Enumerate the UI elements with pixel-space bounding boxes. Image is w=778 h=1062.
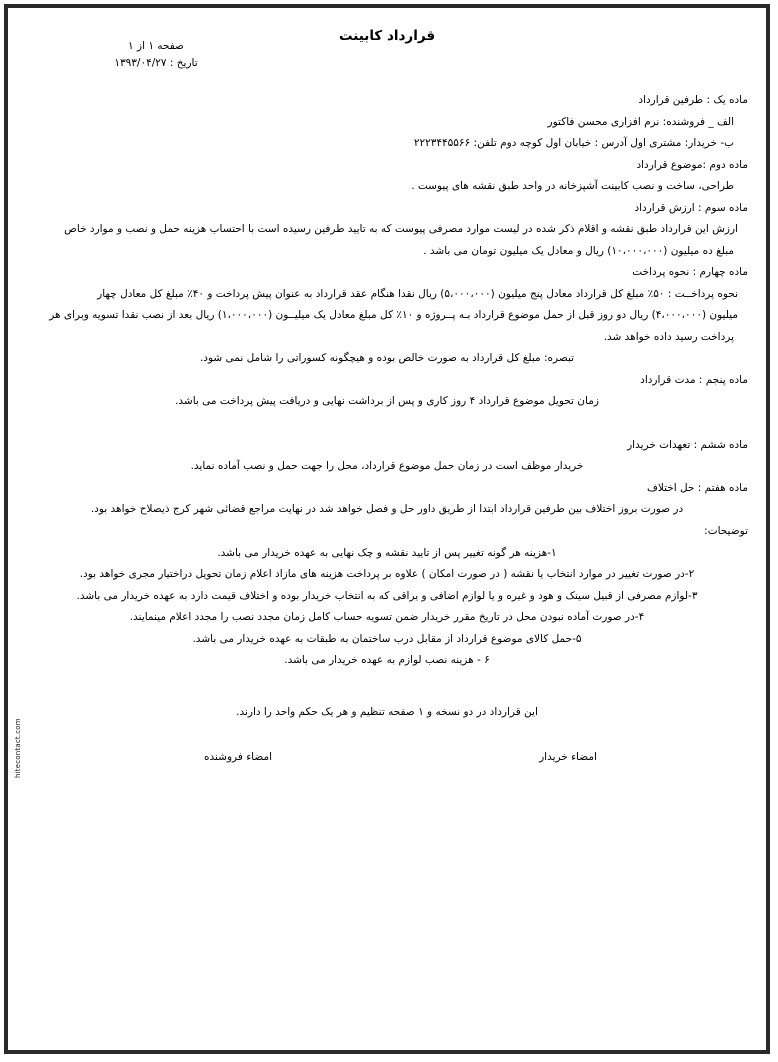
article-five-heading: ماده پنجم : مدت قرارداد [640,373,748,386]
article-two-body: طراحی، ساخت و نصب کابینت آشپزخانه در واحد طبق نقشه های پیوست . [411,180,734,193]
article-one-seller: الف _ فروشنده: نرم افزاری محسن فاکتور [547,115,734,128]
article-seven-heading: ماده هفتم : حل اختلاف [646,481,748,494]
signature-row [26,749,748,765]
seller-signature-label: امضاء فروشنده [204,751,272,764]
article-six-heading: ماده ششم : تعهدات خریدار [627,438,748,451]
document-date-label: تاریخ : ۱۳۹۳/۰۴/۲۷ [114,57,198,70]
document-body [26,90,748,765]
page-title: قرارداد کابینت [338,28,436,44]
article-one-heading: ماده یک : طرفین قرارداد [638,94,748,107]
list-item: ۵-حمل کالای موضوع قرارداد از مقابل درب ساختمان به طبقات به عهده خریدار می باشد. [192,632,582,645]
document-page-frame [4,4,770,1054]
article-three-body-1: ارزش این قرارداد طبق نقشه و اقلام ذکر شده در لیست موارد مصرفی پیوست که به تایید طرفین رسیده است با احتساب هزینه حمل و نصب و موارد خاص [64,223,738,236]
article-four-heading: ماده چهارم : نحوه پرداخت [632,266,748,279]
article-three-body-2: مبلغ ده میلیون (۱۰،۰۰۰،۰۰۰) ریال و معادل یک میلیون تومان می باشد . [423,244,734,257]
document-meta [66,38,246,73]
article-four-body-3: پرداخت رسید داده خواهد شد. [603,330,734,343]
list-item: ۳-لوازم مصرفی از قبیل سینک و هود و غیره و یا لوازم اضافی و یراقی که به انتخاب خریدار بوده و اختلاف قیمت دارد به عهده خریدار می باشد. [76,589,698,602]
notes-list [26,543,748,672]
article-four-body-1: نحوه پرداخــت : ۵۰٪ مبلغ کل قرارداد معادل پنج میلیون (۵،۰۰۰،۰۰۰) ریال نقدا هنگام عقد قرارداد به عنوان پیش پرداخت و ۴۰٪ مبلغ کل معادل چهار [97,287,738,300]
article-six-body: خریدار موظف است در زمان حمل موضوع قرارداد، محل را جهت حمل و نصب آماده نماید. [190,460,584,473]
article-two-heading: ماده دوم :موضوع قرارداد [636,158,748,171]
document-page [8,8,766,1050]
article-four-note: تبصره: مبلغ کل قرارداد به صورت خالص بوده و هیچگونه کسوراتی را شامل نمی شود. [199,352,575,365]
list-item: ۱-هزینه هر گونه تغییر پس از تایید نقشه و چک نهایی به عهده خریدار می باشد. [217,546,557,559]
article-five-body: زمان تحویل موضوع قرارداد ۴ روز کاری و پس از برداشت نهایی و دریافت پیش پرداخت می باشد. [175,395,599,408]
buyer-signature-label: امضاء خریدار [539,751,597,764]
list-item: ۲-در صورت تغییر در موارد انتخاب یا نقشه ( در صورت امکان ) علاوه بر پرداخت هزینه های مازاد اعلام زمان تحویل دراختیار مجری خواهد بود. [79,568,695,581]
article-three-heading: ماده سوم : ارزش قرارداد [634,201,748,214]
notes-heading: توضیحات: [704,524,748,537]
list-item: ۶ - هزینه نصب لوازم به عهده خریدار می باشد. [284,654,490,667]
closing-spacer [26,672,748,702]
article-one-buyer: ب- خریدار: مشتری اول آدرس : خیابان اول کوچه دوم تلفن: ۲۲۲۳۴۴۵۵۶۶ [413,137,734,150]
article-four-body-2: میلیون (۴،۰۰۰،۰۰۰) ریال دو روز قبل از حمل موضوع قرارداد بـه پــروژه و ۱۰٪ کل مبلغ معادل یک میلیــون (۱،۰۰۰،۰۰۰) ریال بعد از نصب نقدا تسویه وبرای هر [49,309,738,322]
section-spacer [26,413,748,435]
list-item: ۴-در صورت آماده نبودن محل در تاریخ مقرر خریدار ضمن تسویه حساب کامل زمان مجدد نصب را مجدد اعلام مینمایند. [129,611,645,624]
closing-statement: این قرارداد در دو نسخه و ۱ صفحه تنظیم و هر یک حکم واحد را دارند. [236,705,538,718]
page-number-label: صفحه ۱ از ۱ [128,40,184,52]
watermark-text: hitecontact.com [14,718,22,778]
article-seven-body: در صورت بروز اختلاف بین طرفین قرارداد ابتدا از طریق داور حل و فصل خواهد شد در نهایت مراجع قضائی شهر کرج ذیصلاح خواهد بود. [90,503,684,516]
